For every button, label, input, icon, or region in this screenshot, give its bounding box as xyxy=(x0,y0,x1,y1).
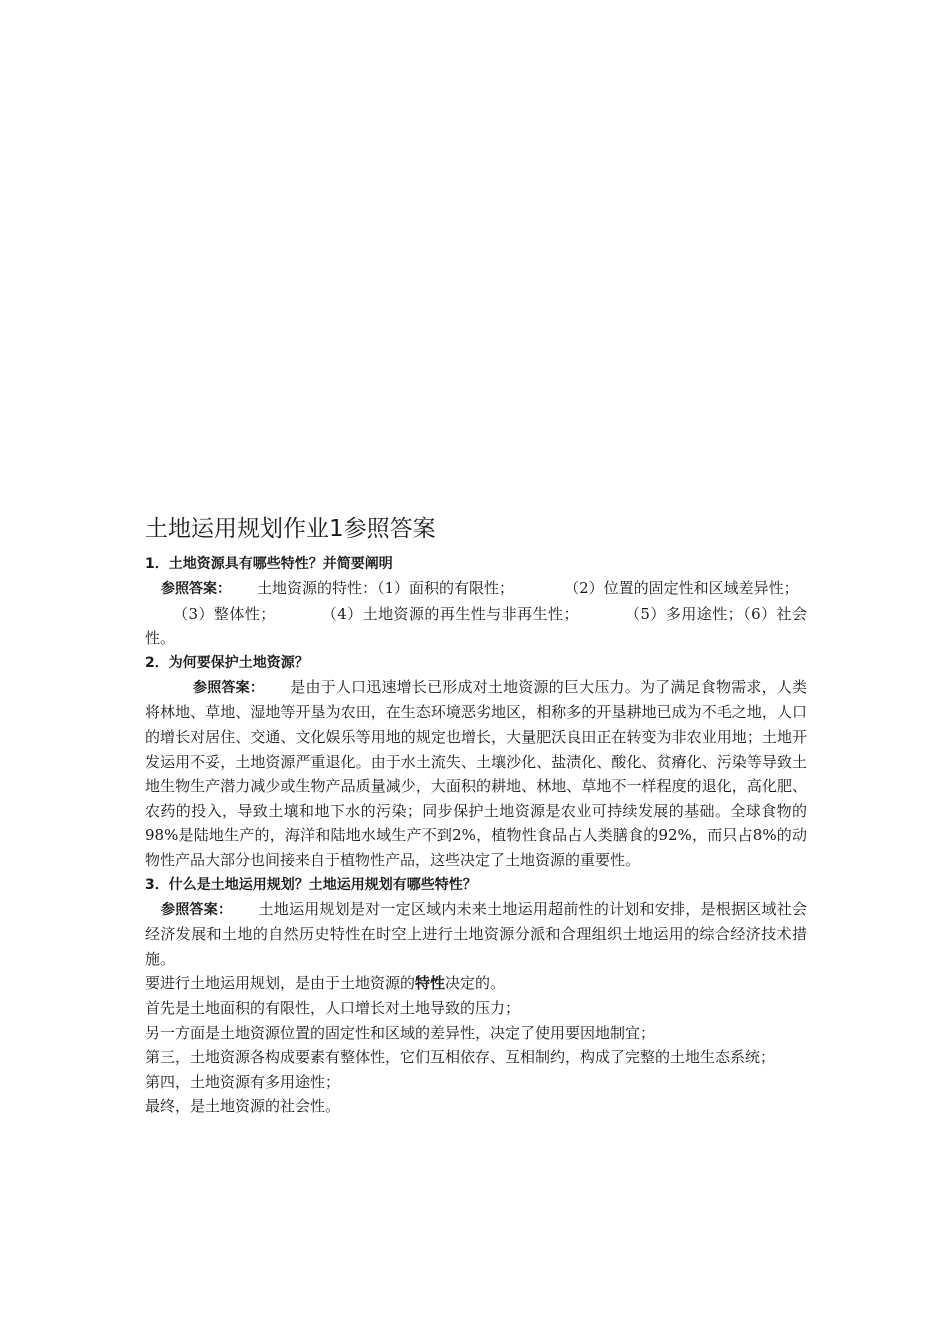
answer-3-line-4: 第三，土地资源各构成要素有整体性，它们互相依存、互相制约，构成了完整的土地生态系统； xyxy=(145,1048,776,1067)
answer-3-line-1-pre: 要进行土地运用规划，是由于土地资源的 xyxy=(145,974,416,993)
answer-3-line-1 xyxy=(145,971,807,996)
answer-1-item-5: （5）多用途性； xyxy=(624,604,743,623)
question-3: 3．什么是土地运用规划？土地运用规划有哪些特性？ xyxy=(145,876,477,893)
answer-1-continued xyxy=(145,602,807,651)
answer-label: 参照答案： xyxy=(193,679,265,696)
question-2: 2．为何要保护土地资源？ xyxy=(145,654,309,671)
answer-1-item-4: （4）土地资源的再生性与非再生性； xyxy=(321,604,579,623)
answer-1 xyxy=(145,576,807,602)
document-title: 土地运用规划作业1参照答案 xyxy=(145,516,436,542)
answer-2 xyxy=(145,675,807,873)
answer-3-line-1-bold: 特性 xyxy=(415,974,446,993)
answer-3 xyxy=(145,897,807,972)
answer-1-item-3: （3）整体性； xyxy=(173,604,276,623)
question-1: 1．土地资源具有哪些特性？并简要阐明 xyxy=(145,556,393,572)
answer-1-item-2: （2）位置的固定性和区域差异性； xyxy=(564,579,799,597)
answer-3-line-3: 另一方面是土地资源位置的固定性和区域的差异性，决定了使用要因地制宜； xyxy=(145,1023,656,1042)
answer-1-lead: 土地资源的特性： xyxy=(257,579,378,597)
answer-3-line-2: 首先是土地面积的有限性，人口增长对土地导致的压力； xyxy=(145,998,521,1017)
answer-label: 参照答案： xyxy=(161,901,233,918)
answer-2-text: 是由于人口迅速增长已形成对土地资源的巨大压力。为了满足食物需求，人类将林地、草地、湿地等开垦为农田，在生态环境恶劣地区，相称多的开垦耕地已成为不毛之地，人口的增长对居住、交通、文化娱乐等用地的规定也增长，大量肥沃良田正在转变为非农业用地；土地开发运用不妥，土地资源严重退化。由于水土流失、土壤沙化、盐渍化、酸化、贫瘠化、污染等导致土地生物生产潜力减少或生物产品质量减少，大面积的耕地、林地、草地不一样程度的退化，高化肥、农药的投入，导致土壤和地下水的污染；同步保护土地资源是农业可持续发展的基础。全球食物的98%是陆地生产的，海洋和陆地水域生产不到2%，植物性食品占人类膳食的92%，而只占8%的动物性产品大部分也间接来自于植物性产品，这些决定了土地资源的重要性。 xyxy=(145,677,807,869)
answer-3-line-1-post: 决定的。 xyxy=(445,974,506,993)
answer-1-item-1: （1）面积的有限性； xyxy=(377,579,515,597)
answer-3-line-5: 第四，土地资源有多用途性； xyxy=(145,1072,341,1091)
document-page xyxy=(145,512,807,1119)
answer-1-item-6: （6）社会性。 xyxy=(145,604,807,648)
answer-label: 参照答案： xyxy=(161,581,231,597)
answer-3-line-6: 最终，是土地资源的社会性。 xyxy=(145,1097,341,1116)
answer-3-text: 土地运用规划是对一定区域内未来土地运用超前性的计划和安排，是根据区域社会经济发展和土地的自然历史特性在时空上进行土地资源分派和合理组织土地运用的综合经济技术措施。 xyxy=(145,899,807,968)
